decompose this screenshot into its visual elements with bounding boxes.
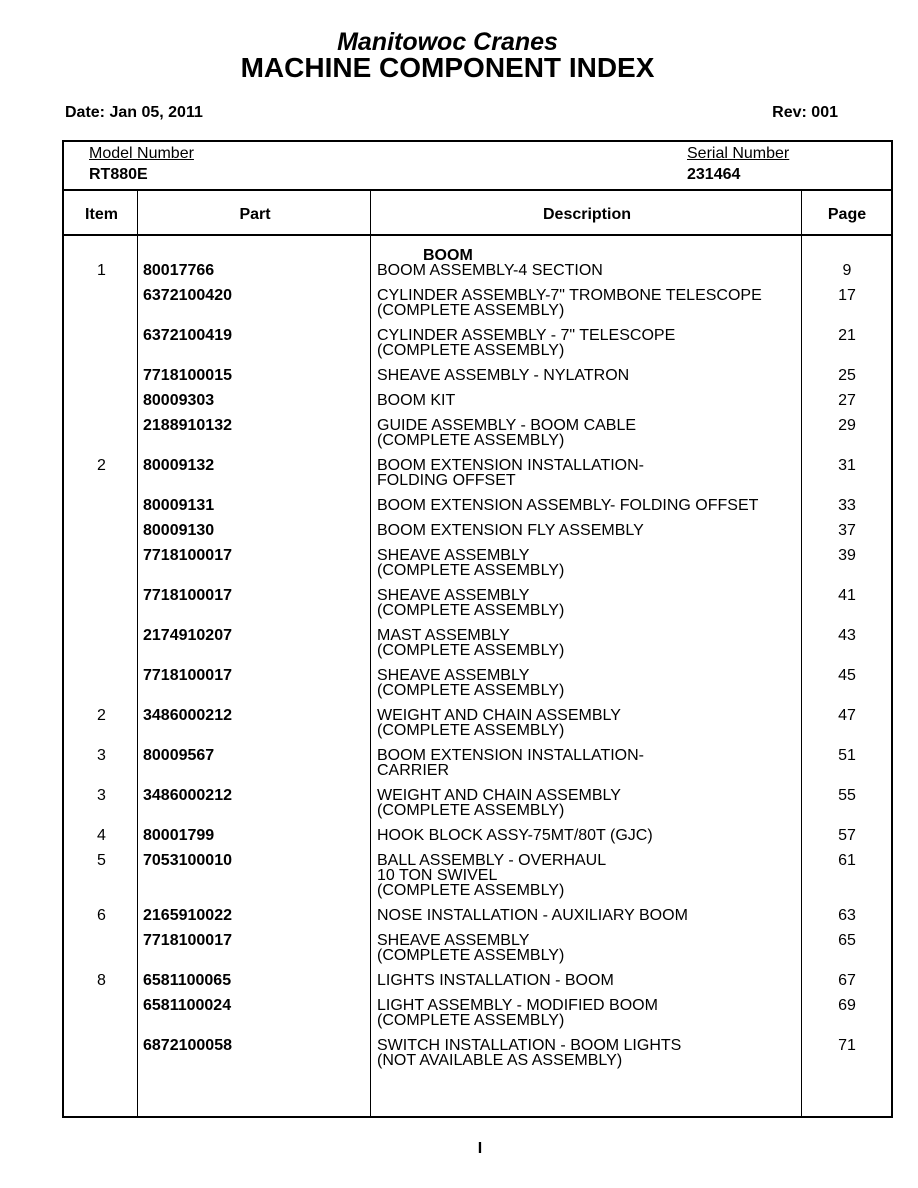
description-line: (COMPLETE ASSEMBLY)	[377, 1012, 565, 1029]
page-reference: 71	[838, 1037, 856, 1054]
page-reference: 33	[838, 497, 856, 514]
description-line: LIGHT ASSEMBLY - MODIFIED BOOM	[377, 997, 658, 1014]
description-line: CYLINDER ASSEMBLY - 7" TELESCOPE	[377, 327, 676, 344]
part-description	[371, 288, 803, 318]
part-description	[371, 498, 803, 513]
table-row	[64, 748, 891, 778]
part-number: 6581100024	[143, 997, 232, 1014]
table-row	[64, 368, 891, 383]
part-description	[371, 263, 803, 278]
part-number: 7053100010	[143, 852, 232, 869]
description-line: (COMPLETE ASSEMBLY)	[377, 602, 565, 619]
description-line: WEIGHT AND CHAIN ASSEMBLY	[377, 787, 621, 804]
table-row	[64, 458, 891, 488]
table-body	[64, 263, 891, 1078]
description-line: CARRIER	[377, 762, 450, 779]
page-title: MACHINE COMPONENT INDEX	[240, 52, 655, 83]
item-number: 6	[97, 907, 106, 924]
description-line: WEIGHT AND CHAIN ASSEMBLY	[377, 707, 621, 724]
serial-number-value: 231464	[687, 166, 741, 183]
serial-number-label: Serial Number	[687, 145, 790, 162]
description-line: SHEAVE ASSEMBLY	[377, 932, 530, 949]
description-line: (COMPLETE ASSEMBLY)	[377, 562, 565, 579]
page-reference: 21	[838, 327, 856, 344]
item-number	[64, 548, 139, 578]
part-number: 2174910207	[143, 627, 232, 644]
table-row	[64, 1038, 891, 1068]
item-number	[64, 628, 139, 658]
part-description	[371, 828, 803, 843]
description-line: 10 TON SWIVEL	[377, 867, 498, 884]
item-number: 3	[97, 747, 106, 764]
description-line: BALL ASSEMBLY - OVERHAUL	[377, 852, 607, 869]
part-description	[371, 368, 803, 383]
part-number: 6872100058	[143, 1037, 232, 1054]
description-line: BOOM EXTENSION FLY ASSEMBLY	[377, 522, 644, 539]
table-row	[64, 908, 891, 923]
item-number: 5	[97, 852, 106, 869]
part-number: 80009303	[143, 392, 215, 409]
column-header-part: Part	[239, 206, 271, 223]
page-reference: 61	[838, 852, 856, 869]
page-number: I	[477, 1140, 483, 1157]
document-date: Date: Jan 05, 2011	[65, 104, 203, 121]
table-row	[64, 628, 891, 658]
table-row	[64, 933, 891, 963]
description-line: GUIDE ASSEMBLY - BOOM CABLE	[377, 417, 637, 434]
item-number: 8	[97, 972, 106, 989]
page-reference: 41	[838, 587, 856, 604]
part-number: 6372100420	[143, 287, 232, 304]
table-row	[64, 998, 891, 1028]
page-reference: 65	[838, 932, 856, 949]
description-line: (COMPLETE ASSEMBLY)	[377, 722, 565, 739]
item-number	[64, 998, 139, 1028]
description-line: FOLDING OFFSET	[377, 472, 516, 489]
part-description	[371, 998, 803, 1028]
item-number: 4	[97, 827, 106, 844]
item-number	[64, 523, 139, 538]
item-number	[64, 418, 139, 448]
description-line: CYLINDER ASSEMBLY-7" TROMBONE TELESCOPE	[377, 287, 762, 304]
part-number: 80009132	[143, 457, 215, 474]
description-line: (COMPLETE ASSEMBLY)	[377, 432, 565, 449]
table-row	[64, 853, 891, 898]
part-number: 2165910022	[143, 907, 232, 924]
description-line: (COMPLETE ASSEMBLY)	[377, 642, 565, 659]
part-description	[371, 628, 803, 658]
part-description	[371, 1038, 803, 1068]
description-line: (COMPLETE ASSEMBLY)	[377, 882, 565, 899]
info-divider	[64, 189, 891, 191]
part-number: 7718100017	[143, 587, 232, 604]
part-description	[371, 708, 803, 738]
item-number	[64, 498, 139, 513]
page-reference: 55	[838, 787, 856, 804]
part-number: 80009131	[143, 497, 215, 514]
description-line: (COMPLETE ASSEMBLY)	[377, 302, 565, 319]
part-number: 80009130	[143, 522, 215, 539]
part-description	[371, 328, 803, 358]
item-number	[64, 933, 139, 963]
item-number	[64, 368, 139, 383]
description-line: BOOM ASSEMBLY-4 SECTION	[377, 262, 603, 279]
description-line: SWITCH INSTALLATION - BOOM LIGHTS	[377, 1037, 682, 1054]
page-reference: 39	[838, 547, 856, 564]
table-row	[64, 288, 891, 318]
description-line: SHEAVE ASSEMBLY	[377, 667, 530, 684]
part-number: 3486000212	[143, 787, 232, 804]
description-line: SHEAVE ASSEMBLY	[377, 547, 530, 564]
table-row	[64, 498, 891, 513]
page-reference: 37	[838, 522, 856, 539]
item-number: 2	[97, 707, 106, 724]
part-description	[371, 458, 803, 488]
part-description	[371, 908, 803, 923]
description-line: BOOM KIT	[377, 392, 456, 409]
description-line: (COMPLETE ASSEMBLY)	[377, 802, 565, 819]
description-line: (COMPLETE ASSEMBLY)	[377, 342, 565, 359]
part-description	[371, 548, 803, 578]
item-number	[64, 668, 139, 698]
table-row	[64, 973, 891, 988]
item-number	[64, 588, 139, 618]
table-row	[64, 263, 891, 278]
page-reference: 63	[838, 907, 856, 924]
item-number: 1	[97, 262, 106, 279]
part-description	[371, 853, 803, 898]
table-row	[64, 828, 891, 843]
description-line: NOSE INSTALLATION - AUXILIARY BOOM	[377, 907, 688, 924]
description-line: MAST ASSEMBLY	[377, 627, 510, 644]
description-line: SHEAVE ASSEMBLY - NYLATRON	[377, 367, 630, 384]
part-description	[371, 668, 803, 698]
model-number-label: Model Number	[89, 145, 194, 162]
description-line: BOOM EXTENSION INSTALLATION-	[377, 457, 644, 474]
table-row	[64, 668, 891, 698]
table-row	[64, 588, 891, 618]
part-description	[371, 523, 803, 538]
part-description	[371, 973, 803, 988]
part-description	[371, 788, 803, 818]
page-reference: 67	[838, 972, 856, 989]
item-number: 3	[97, 787, 106, 804]
part-number: 3486000212	[143, 707, 232, 724]
part-description	[371, 933, 803, 963]
page-reference: 27	[838, 392, 856, 409]
part-number: 7718100017	[143, 932, 232, 949]
column-header-description: Description	[542, 206, 631, 223]
description-line: SHEAVE ASSEMBLY	[377, 587, 530, 604]
table-row	[64, 788, 891, 818]
table-row	[64, 393, 891, 408]
page-reference: 9	[842, 262, 852, 279]
page-reference: 29	[838, 417, 856, 434]
item-number	[64, 1038, 139, 1068]
page-reference: 31	[838, 457, 856, 474]
page-reference: 51	[838, 747, 856, 764]
item-number: 2	[97, 457, 106, 474]
description-line: (COMPLETE ASSEMBLY)	[377, 682, 565, 699]
section-heading: BOOM	[423, 247, 473, 264]
part-number: 6372100419	[143, 327, 232, 344]
part-number: 7718100017	[143, 667, 232, 684]
document-revision: Rev: 001	[772, 104, 838, 121]
company-name: Manitowoc Cranes	[337, 28, 558, 56]
description-line: HOOK BLOCK ASSY-75MT/80T (GJC)	[377, 827, 653, 844]
part-description	[371, 588, 803, 618]
page-reference: 69	[838, 997, 856, 1014]
table-row	[64, 708, 891, 738]
part-number: 80017766	[143, 262, 215, 279]
part-description	[371, 393, 803, 408]
component-index-table	[62, 140, 893, 1118]
description-line: BOOM EXTENSION INSTALLATION-	[377, 747, 644, 764]
table-row	[64, 418, 891, 448]
description-line: BOOM EXTENSION ASSEMBLY- FOLDING OFFSET	[377, 497, 759, 514]
description-line: (NOT AVAILABLE AS ASSEMBLY)	[377, 1052, 623, 1069]
page-reference: 45	[838, 667, 856, 684]
model-number-value: RT880E	[89, 166, 148, 183]
page-reference: 47	[838, 707, 856, 724]
part-number: 80001799	[143, 827, 215, 844]
part-number: 80009567	[143, 747, 215, 764]
part-number: 6581100065	[143, 972, 232, 989]
description-line: LIGHTS INSTALLATION - BOOM	[377, 972, 614, 989]
table-row	[64, 548, 891, 578]
item-number	[64, 393, 139, 408]
page-reference: 43	[838, 627, 856, 644]
part-description	[371, 748, 803, 778]
part-description	[371, 418, 803, 448]
page-reference: 57	[838, 827, 856, 844]
part-number: 7718100015	[143, 367, 232, 384]
description-line: (COMPLETE ASSEMBLY)	[377, 947, 565, 964]
item-number	[64, 288, 139, 318]
header-divider	[64, 234, 891, 236]
part-number: 7718100017	[143, 547, 232, 564]
page-reference: 17	[838, 287, 856, 304]
page-reference: 25	[838, 367, 856, 384]
table-row	[64, 328, 891, 358]
item-number	[64, 328, 139, 358]
column-header-item: Item	[85, 206, 118, 223]
column-header-page: Page	[827, 206, 867, 223]
table-row	[64, 523, 891, 538]
part-number: 2188910132	[143, 417, 232, 434]
